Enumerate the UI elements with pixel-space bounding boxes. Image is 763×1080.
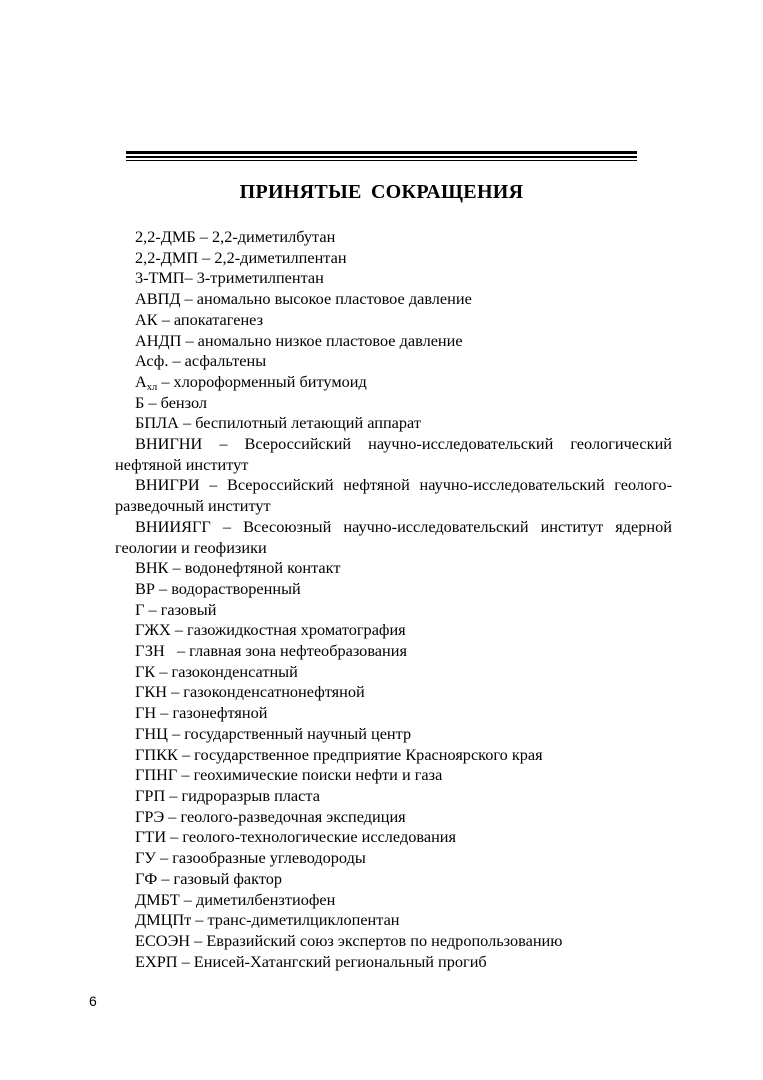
list-item: ГЗН – главная зона нефтеобразования: [135, 641, 407, 661]
list-item: ГКН – газоконденсатнонефтяной: [135, 682, 365, 702]
list-item: [115, 372, 672, 393]
list-item: ГТИ – геолого-технологические исследования: [135, 827, 456, 847]
list-item: 3-ТМП– 3-триметилпентан: [135, 268, 324, 288]
list-item: БПЛА – беспилотный летающий аппарат: [135, 413, 421, 433]
list-item: ЕХРП – Енисей-Хатангский региональный прогиб: [135, 951, 487, 971]
abbreviations-list: [115, 227, 672, 972]
header-rule-thick: [126, 151, 637, 154]
list-item: ГПНГ – геохимические поиски нефти и газа: [135, 765, 443, 785]
header-rule-medium: [126, 156, 637, 158]
list-item: ВНИГРИ – Всероссийский нефтяной научно-исследовательский геолого-разведочный институт: [115, 475, 672, 516]
list-item: ГН – газонефтяной: [135, 703, 268, 723]
list-item: ВНИИЯГГ – Всесоюзный научно-исследовательский институт ядерной геологии и геофизики: [115, 516, 672, 557]
list-item: АВПД – аномально высокое пластовое давление: [135, 289, 472, 309]
list-item: АК – апокатагенез: [135, 309, 264, 329]
list-item: ГРЭ – геолого-разведочная экспедиция: [135, 806, 406, 826]
list-item: Асф. – асфальтены: [135, 351, 267, 371]
list-item: АНДП – аномально низкое пластовое давление: [135, 330, 463, 350]
page-number: 6: [89, 993, 97, 1009]
abbreviation: А: [135, 371, 147, 391]
list-item: ГЖХ – газожидкостная хроматография: [135, 620, 406, 640]
list-item: ГК – газоконденсатный: [135, 661, 298, 681]
list-item: 2,2-ДМП – 2,2-диметилпентан: [135, 247, 347, 267]
definition: – хлороформенный битумоид: [157, 371, 367, 391]
list-item: ЕСОЭН – Евразийский союз экспертов по недропользованию: [135, 930, 563, 950]
list-item: ВНИГНИ – Всероссийский научно-исследовательский геологический нефтяной институт: [115, 434, 672, 474]
abbreviation-subscript: хл: [146, 381, 158, 393]
header-rule-thin: [126, 160, 637, 161]
list-item: ГНЦ – государственный научный центр: [135, 723, 412, 743]
list-item: ВР – водорастворенный: [135, 578, 301, 598]
list-item: 2,2-ДМБ – 2,2-диметилбутан: [135, 227, 336, 246]
list-item: ГФ – газовый фактор: [135, 868, 282, 888]
list-item: ГУ – газообразные углеводороды: [135, 848, 366, 868]
list-item: Б – бензол: [135, 392, 208, 412]
list-item: ГРП – гидроразрыв пласта: [135, 785, 320, 805]
page-title: ПРИНЯТЫЕ СОКРАЩЕНИЯ: [239, 181, 524, 203]
list-item: ДМЦПт – транс-диметилциклопентан: [135, 910, 400, 930]
list-item: ДМБТ – диметилбензтиофен: [135, 889, 336, 909]
list-item: ВНК – водонефтяной контакт: [135, 558, 341, 578]
list-item: ГПКК – государственное предприятие Красноярского края: [135, 744, 543, 764]
list-item: Г – газовый: [135, 599, 217, 619]
